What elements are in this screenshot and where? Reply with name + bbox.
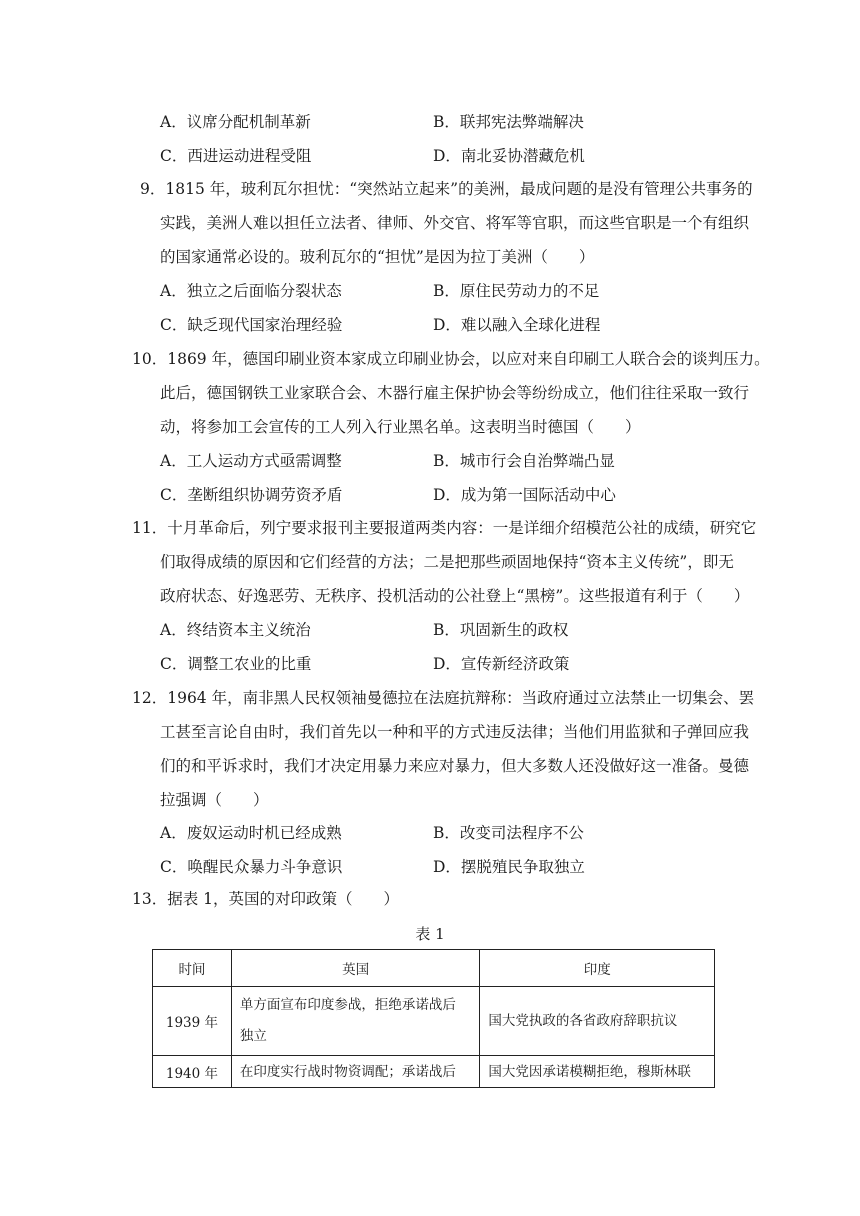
q11-option-c: C．调整工农业的比重 xyxy=(160,655,312,673)
table-caption: 表 1 xyxy=(415,925,445,943)
q12-stem-line-2: 工甚至言论自由时，我们首先以一种和平的方式违反法律；当他们用监狱和子弹回应我 xyxy=(160,723,750,741)
q12-stem-line-1: 12．1964 年，南非黑人民权领袖曼德拉在法庭抗辩称：当政府通过立法禁止一切集会、罢 xyxy=(132,689,755,707)
table-header-india: 印度 xyxy=(480,950,715,987)
q8-option-b: B．联邦宪法弊端解决 xyxy=(433,113,584,131)
q12-option-d: D．摆脱殖民争取独立 xyxy=(433,858,585,876)
q12-option-a: A．废奴运动时机已经成熟 xyxy=(160,824,342,842)
q11-option-a: A．终结资本主义统治 xyxy=(160,621,311,639)
q8-option-a: A．议席分配机制革新 xyxy=(160,113,311,131)
table-header-britain: 英国 xyxy=(231,950,480,987)
q11-option-d: D．宣传新经济政策 xyxy=(433,655,570,673)
q8-option-d: D．南北妥协潜藏危机 xyxy=(433,147,585,165)
q12-option-b: B．改变司法程序不公 xyxy=(433,824,584,842)
table-row xyxy=(153,987,715,1056)
q10-option-d: D．成为第一国际活动中心 xyxy=(433,486,616,504)
table-cell-india: 国大党因承诺模糊拒绝，穆斯林联 xyxy=(480,1056,715,1088)
q10-option-b: B．城市行会自治弊端凸显 xyxy=(433,452,615,470)
table-cell-britain-line-2: 独立 xyxy=(239,1028,267,1044)
q9-stem-line-2: 实践，美洲人难以担任立法者、律师、外交官、将军等官职，而这些官职是一个有组织 xyxy=(160,214,750,232)
q12-option-c: C．唤醒民众暴力斗争意识 xyxy=(160,858,343,876)
table-cell-britain xyxy=(231,987,480,1056)
policy-table xyxy=(152,949,715,1088)
table-cell-year: 1939 年 xyxy=(153,987,232,1056)
q11-stem-line-3: 政府状态、好逸恶劳、无秩序、投机活动的公社登上“黑榜”。这些报道有利于（ ） xyxy=(160,587,750,605)
q10-stem-line-3: 动，将参加工会宣传的工人列入行业黑名单。这表明当时德国（ ） xyxy=(160,418,641,436)
q8-option-c: C．西进运动进程受阻 xyxy=(160,147,312,165)
table-cell-india: 国大党执政的各省政府辞职抗议 xyxy=(480,987,715,1056)
q10-stem-line-1: 10．1869 年，德国印刷业资本家成立印刷业协会，以应对来自印刷工人联合会的谈判压力。 xyxy=(132,350,770,368)
table-cell-britain-line-1: 单方面宣布印度参战，拒绝承诺战后 xyxy=(239,997,456,1013)
q9-option-b: B．原住民劳动力的不足 xyxy=(433,282,600,300)
table-header-time: 时间 xyxy=(153,950,232,987)
q12-stem-line-4: 拉强调（ ） xyxy=(160,791,269,809)
q10-option-c: C．垄断组织协调劳资矛盾 xyxy=(160,486,343,504)
table-header-row xyxy=(153,950,715,987)
q11-stem-line-2: 们取得成绩的原因和它们经营的方法；二是把那些顽固地保持“资本主义传统”，即无 xyxy=(160,553,734,571)
q9-option-c: C．缺乏现代国家治理经验 xyxy=(160,316,343,334)
table-cell-britain: 在印度实行战时物资调配；承诺战后 xyxy=(231,1056,480,1088)
q10-stem-line-2: 此后，德国钢铁工业家联合会、木器行雇主保护协会等纷纷成立，他们往往采取一致行 xyxy=(160,384,750,402)
q9-stem-line-3: 的国家通常必设的。玻利瓦尔的“担忧”是因为拉丁美洲（ ） xyxy=(160,248,595,266)
q10-option-a: A．工人运动方式亟需调整 xyxy=(160,452,342,470)
q9-option-d: D．难以融入全球化进程 xyxy=(433,316,601,334)
q9-option-a: A．独立之后面临分裂状态 xyxy=(160,282,342,300)
q9-stem-line-1: 9．1815 年，玻利瓦尔担忧：“突然站立起来”的美洲，最成问题的是没有管理公共事务的 xyxy=(140,180,753,198)
q12-stem-line-3: 们的和平诉求时，我们才决定用暴力来应对暴力，但大多数人还没做好这一准备。曼德 xyxy=(160,757,750,775)
table-cell-year: 1940 年 xyxy=(153,1056,232,1088)
table-row xyxy=(153,1056,715,1088)
q11-option-b: B．巩固新生的政权 xyxy=(433,621,569,639)
q11-stem-line-1: 11．十月革命后，列宁要求报刊主要报道两类内容：一是详细介绍模范公社的成绩，研究它 xyxy=(132,519,757,537)
q13-stem: 13．据表 1，英国的对印政策（ ） xyxy=(132,890,400,908)
